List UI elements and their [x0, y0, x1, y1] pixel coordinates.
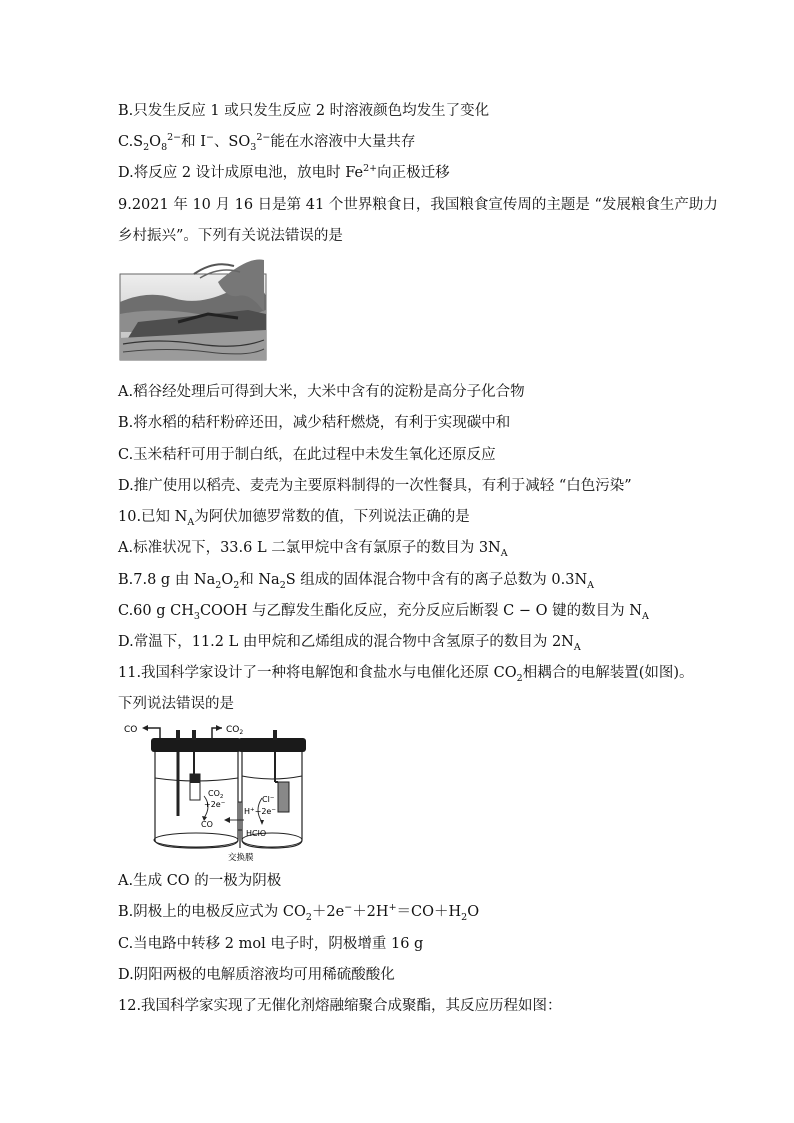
text-run: A.标准状况下，33.6 L 二氯甲烷中含有氯原子的数目为 3N [118, 540, 501, 556]
subscript: A [573, 641, 581, 653]
left-react-co2: $CO_2$ [208, 789, 224, 800]
text-run: 和 I [181, 134, 206, 150]
text-run: C.60 g CH [118, 603, 194, 619]
text-run: COOH 与乙醇发生酯化反应，充分反应后断裂 C − O 键的数目为 N [199, 603, 642, 619]
superscript: 2+ [363, 163, 378, 175]
left-react-electrons: +2e− [204, 800, 226, 809]
subscript: A [500, 547, 508, 559]
superscript: − [344, 902, 353, 914]
option-b-q9 [118, 413, 510, 433]
option-c-q11 [118, 934, 423, 954]
text-run: ＋2H [352, 904, 389, 920]
text-run: O [467, 904, 480, 920]
text-run: ＝CO＋H [396, 904, 462, 920]
text-run: 下列说法错误的是 [118, 696, 234, 712]
option-b-q11 [118, 902, 479, 922]
question-11-stem-cont [118, 694, 234, 714]
text-run: 12.我国科学家实现了无催化剂熔融缩聚合成聚酯，其反应历程如图： [118, 998, 562, 1014]
question-9-stem-cont [118, 226, 343, 246]
text-run: A.稻谷经处理后可得到大米，大米中含有的淀粉是高分子化合物 [118, 384, 525, 400]
question-10-stem [118, 507, 470, 527]
question-11-stem [118, 663, 694, 683]
text-run: B.阴极上的电极反应式为 CO [118, 904, 306, 920]
right-react-electrons: H+−2e− [244, 807, 276, 816]
text-run: 10.已知 N [118, 509, 188, 525]
subscript: 3 [193, 610, 200, 622]
electrolysis-diagram [118, 724, 308, 864]
farmland-photo [118, 252, 268, 362]
subscript: A [587, 579, 595, 591]
right-react-cl: Cl− [262, 795, 275, 804]
subscript: 2 [305, 911, 312, 923]
text-run: D.将反应 2 设计成原电池，放电时 Fe [118, 165, 364, 181]
option-a-q9 [118, 382, 525, 402]
question-12-stem [118, 996, 562, 1016]
subscript: A [641, 610, 649, 622]
text-run: A.生成 CO 的一极为阴极 [118, 873, 282, 889]
co-out-label: CO [124, 725, 138, 735]
option-c-q9 [118, 445, 496, 465]
text-run: 和 Na [239, 572, 280, 588]
text-run: C.S [118, 134, 144, 150]
option-d-q11 [118, 965, 395, 985]
subscript: 3 [250, 141, 257, 153]
option-d-q9 [118, 476, 632, 496]
text-run: 相耦合的电解装置(如图)。 [522, 665, 694, 681]
membrane-label: 交换膜 [228, 853, 254, 863]
text-run: O [221, 572, 234, 588]
option-c-q8 [118, 132, 415, 152]
text-run: 乡村振兴”。下列有关说法错误的是 [118, 228, 343, 244]
text-run: B.只发生反应 1 或只发生反应 2 时溶液颜色均发生了变化 [118, 103, 490, 119]
superscript: 2− [256, 132, 271, 144]
superscript: + [388, 902, 397, 914]
text-run: D.常温下，11.2 L 由甲烷和乙烯组成的混合物中含氢原子的数目为 2N [118, 634, 574, 650]
text-run: 9.2021 年 10 月 16 日是第 41 个世界粮食日，我国粮食宣传周的主题是 “发展粮食生产助力 [118, 197, 718, 213]
text-run: ＋2e [311, 904, 345, 920]
text-run: D.推广使用以稻壳、麦壳为主要原料制得的一次性餐具，有利于减轻 “白色污染” [118, 478, 632, 494]
option-b-q8 [118, 101, 489, 121]
subscript: 2 [461, 911, 468, 923]
text-run: 、SO [213, 134, 251, 150]
subscript: 2 [215, 579, 222, 591]
subscript: 8 [161, 141, 168, 153]
option-d-q8 [118, 163, 450, 183]
superscript: − [205, 132, 214, 144]
subscript: A [187, 516, 195, 528]
option-d-q10 [118, 632, 581, 652]
text-run: 向正极迁移 [377, 165, 450, 181]
text-run: S 组成的固体混合物中含有的离子总数为 0.3N [285, 572, 588, 588]
option-a-q10 [118, 538, 508, 558]
subscript: 2 [516, 672, 523, 684]
option-c-q10 [118, 601, 649, 621]
text-run: B.7.8 g 由 Na [118, 572, 216, 588]
text-run: 11.我国科学家设计了一种将电解饱和食盐水与电催化还原 CO [118, 665, 517, 681]
subscript: 2 [233, 579, 240, 591]
text-run: B.将水稻的秸秆粉碎还田，减少秸秆燃烧，有利于实现碳中和 [118, 415, 511, 431]
option-b-q10 [118, 570, 594, 590]
subscript: 2 [279, 579, 286, 591]
question-9-stem [118, 195, 718, 215]
option-a-q11 [118, 871, 281, 891]
co2-in-label: $CO_2$ [226, 725, 244, 736]
text-run: O [149, 134, 162, 150]
text-run: 为阿伏加德罗常数的值，下列说法正确的是 [194, 509, 470, 525]
subscript: 2 [143, 141, 150, 153]
text-run: C.玉米秸秆可用于制白纸，在此过程中未发生氧化还原反应 [118, 447, 496, 463]
right-react-hclo: HClO [246, 829, 267, 838]
text-run: D.阴阳两极的电解质溶液均可用稀硫酸酸化 [118, 967, 395, 983]
text-run: 能在水溶液中大量共存 [270, 134, 416, 150]
text-run: C.当电路中转移 2 mol 电子时，阴极增重 16 g [118, 936, 424, 952]
superscript: 2− [167, 132, 182, 144]
left-react-co: CO [201, 820, 213, 829]
